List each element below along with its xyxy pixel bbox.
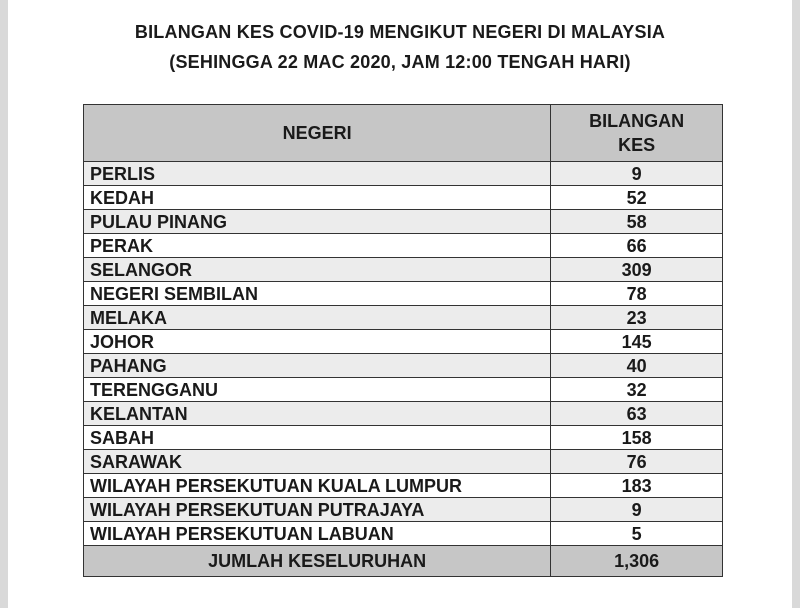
state-name: PAHANG xyxy=(84,354,551,378)
state-name: MELAKA xyxy=(84,306,551,330)
case-count: 78 xyxy=(551,282,723,306)
table-row xyxy=(84,186,723,210)
table-row xyxy=(84,234,723,258)
case-count: 9 xyxy=(551,498,723,522)
case-count: 9 xyxy=(551,162,723,186)
table-row xyxy=(84,426,723,450)
document-title: BILANGAN KES COVID-19 MENGIKUT NEGERI DI MALAYSIA xyxy=(134,22,666,42)
state-name: PULAU PINANG xyxy=(84,210,551,234)
covid-cases-table xyxy=(83,104,723,577)
table-row xyxy=(84,378,723,402)
case-count: 23 xyxy=(551,306,723,330)
case-count: 145 xyxy=(551,330,723,354)
case-count: 63 xyxy=(551,402,723,426)
state-name: WILAYAH PERSEKUTUAN KUALA LUMPUR xyxy=(84,474,551,498)
state-name: NEGERI SEMBILAN xyxy=(84,282,551,306)
case-count: 309 xyxy=(551,258,723,282)
state-name: WILAYAH PERSEKUTUAN PUTRAJAYA xyxy=(84,498,551,522)
table-row xyxy=(84,402,723,426)
case-count: 183 xyxy=(551,474,723,498)
table-row xyxy=(84,162,723,186)
table-row xyxy=(84,306,723,330)
document-subtitle: (SEHINGGA 22 MAC 2020, JAM 12:00 TENGAH HARI) xyxy=(169,52,631,72)
state-name: KELANTAN xyxy=(84,402,551,426)
table-body xyxy=(84,162,723,546)
state-name: SABAH xyxy=(84,426,551,450)
header-count-line2: KES xyxy=(618,135,656,155)
case-count: 66 xyxy=(551,234,723,258)
case-count: 5 xyxy=(551,522,723,546)
table-row xyxy=(84,498,723,522)
table-row xyxy=(84,210,723,234)
table-row xyxy=(84,282,723,306)
table-row xyxy=(84,330,723,354)
state-name: PERAK xyxy=(84,234,551,258)
header-count xyxy=(551,105,723,162)
case-count: 158 xyxy=(551,426,723,450)
header-state: NEGERI xyxy=(84,105,551,162)
case-count: 40 xyxy=(551,354,723,378)
table-row xyxy=(84,522,723,546)
table-row xyxy=(84,450,723,474)
table-row xyxy=(84,354,723,378)
state-name: KEDAH xyxy=(84,186,551,210)
table-row xyxy=(84,258,723,282)
total-label: JUMLAH KESELURUHAN xyxy=(84,546,551,577)
table-row xyxy=(84,474,723,498)
document-page xyxy=(8,0,792,608)
state-name: TERENGGANU xyxy=(84,378,551,402)
case-count: 52 xyxy=(551,186,723,210)
state-name: JOHOR xyxy=(84,330,551,354)
state-name: SARAWAK xyxy=(84,450,551,474)
case-count: 58 xyxy=(551,210,723,234)
total-value: 1,306 xyxy=(551,546,723,577)
state-name: PERLIS xyxy=(84,162,551,186)
state-name: WILAYAH PERSEKUTUAN LABUAN xyxy=(84,522,551,546)
state-name: SELANGOR xyxy=(84,258,551,282)
total-row xyxy=(84,546,723,577)
case-count: 32 xyxy=(551,378,723,402)
header-count-line1: BILANGAN xyxy=(589,111,685,131)
table-header-row xyxy=(84,105,723,162)
case-count: 76 xyxy=(551,450,723,474)
